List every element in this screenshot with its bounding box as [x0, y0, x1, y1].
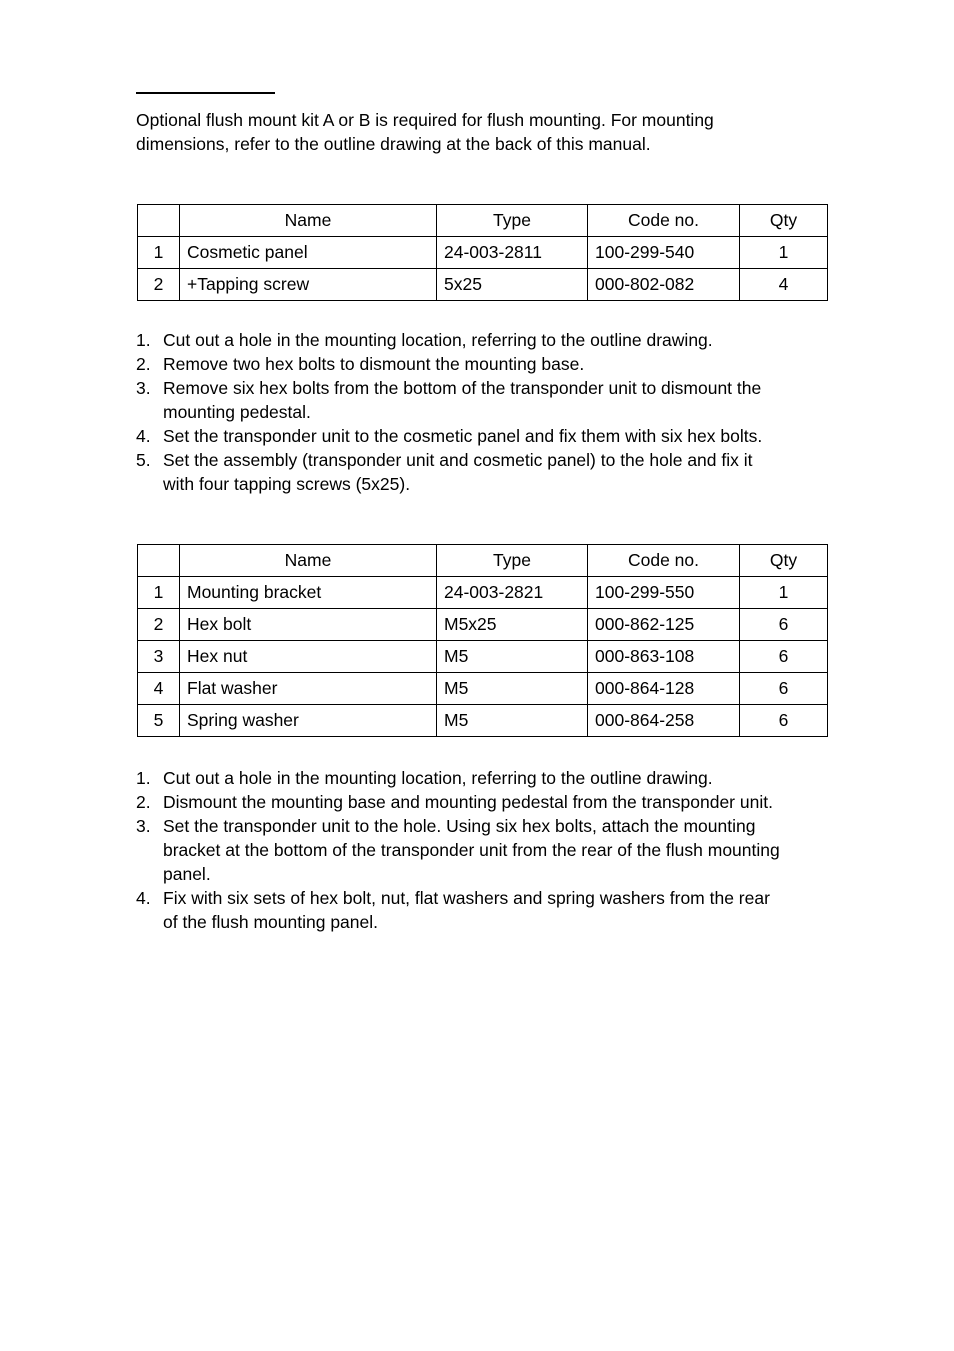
- list-item: [136, 814, 826, 886]
- intro-paragraph: [136, 108, 836, 156]
- step-text: Set the transponder unit to the hole. Using six hex bolts, attach the mounting: [163, 816, 756, 836]
- cell-qty: 6: [740, 609, 828, 641]
- table-header-row: [138, 545, 828, 577]
- table-header-row: [138, 205, 828, 237]
- cell-no: 3: [138, 641, 180, 673]
- cell-code: 000-802-082: [588, 269, 740, 301]
- header-qty: Qty: [740, 205, 828, 237]
- table-row: [138, 705, 828, 737]
- header-no: [138, 545, 180, 577]
- header-code: Code no.: [588, 205, 740, 237]
- cell-code: 100-299-540: [588, 237, 740, 269]
- list-item: [136, 424, 826, 448]
- cell-no: 4: [138, 673, 180, 705]
- step-text: Remove six hex bolts from the bottom of the transponder unit to dismount the: [163, 378, 762, 398]
- step-text: with four tapping screws (5x25).: [163, 474, 411, 494]
- table-row: [138, 269, 828, 301]
- step-text: mounting pedestal.: [163, 402, 311, 422]
- step-text: bracket at the bottom of the transponder unit from the rear of the flush mounting: [163, 840, 780, 860]
- header-type: Type: [437, 205, 588, 237]
- step-number: 4.: [136, 888, 151, 908]
- cell-name: Flat washer: [180, 673, 437, 705]
- header-no: [138, 205, 180, 237]
- cell-qty: 6: [740, 673, 828, 705]
- cell-name: Hex bolt: [180, 609, 437, 641]
- cell-type: M5: [437, 641, 588, 673]
- header-name: Name: [180, 545, 437, 577]
- cell-type: 5x25: [437, 269, 588, 301]
- parts-table-kit-b: [137, 544, 828, 737]
- list-item: [136, 376, 826, 424]
- table-row: [138, 237, 828, 269]
- cell-name: Cosmetic panel: [180, 237, 437, 269]
- step-text: of the flush mounting panel.: [163, 912, 379, 932]
- steps-list-kit-b: [136, 766, 826, 934]
- header-qty: Qty: [740, 545, 828, 577]
- cell-type: M5: [437, 705, 588, 737]
- cell-code: 100-299-550: [588, 577, 740, 609]
- step-number: 2.: [136, 354, 151, 374]
- cell-name: +Tapping screw: [180, 269, 437, 301]
- list-item: [136, 766, 826, 790]
- header-type: Type: [437, 545, 588, 577]
- step-text: Set the transponder unit to the cosmetic panel and fix them with six hex bolts.: [163, 426, 763, 446]
- cell-no: 5: [138, 705, 180, 737]
- step-number: 4.: [136, 426, 151, 446]
- list-item: [136, 352, 826, 376]
- cell-name: Mounting bracket: [180, 577, 437, 609]
- cell-name: Spring washer: [180, 705, 437, 737]
- cell-code: 000-862-125: [588, 609, 740, 641]
- step-text: Remove two hex bolts to dismount the mounting base.: [163, 354, 585, 374]
- table-row: [138, 577, 828, 609]
- step-number: 1.: [136, 768, 151, 788]
- cell-type: M5: [437, 673, 588, 705]
- step-number: 3.: [136, 378, 151, 398]
- steps-list-kit-a: [136, 328, 826, 496]
- cell-qty: 1: [740, 577, 828, 609]
- heading-underline: [136, 92, 275, 94]
- list-item: [136, 448, 826, 496]
- cell-type: 24-003-2811: [437, 237, 588, 269]
- step-text: Fix with six sets of hex bolt, nut, flat washers and spring washers from the rear: [163, 888, 770, 908]
- table-row: [138, 673, 828, 705]
- cell-qty: 6: [740, 641, 828, 673]
- step-text: Dismount the mounting base and mounting pedestal from the transponder unit.: [163, 792, 773, 812]
- cell-code: 000-864-258: [588, 705, 740, 737]
- list-item: [136, 328, 826, 352]
- cell-name: Hex nut: [180, 641, 437, 673]
- table-row: [138, 641, 828, 673]
- step-number: 5.: [136, 450, 151, 470]
- cell-qty: 4: [740, 269, 828, 301]
- step-number: 1.: [136, 330, 151, 350]
- cell-no: 2: [138, 609, 180, 641]
- step-number: 3.: [136, 816, 151, 836]
- header-name: Name: [180, 205, 437, 237]
- cell-no: 1: [138, 577, 180, 609]
- cell-no: 1: [138, 237, 180, 269]
- intro-line: dimensions, refer to the outline drawing at the back of this manual.: [136, 134, 651, 154]
- list-item: [136, 790, 826, 814]
- table-row: [138, 609, 828, 641]
- step-text: panel.: [163, 864, 211, 884]
- step-text: Set the assembly (transponder unit and cosmetic panel) to the hole and fix it: [163, 450, 753, 470]
- cell-no: 2: [138, 269, 180, 301]
- step-number: 2.: [136, 792, 151, 812]
- parts-table-kit-a: [137, 204, 828, 301]
- list-item: [136, 886, 826, 934]
- cell-qty: 1: [740, 237, 828, 269]
- cell-qty: 6: [740, 705, 828, 737]
- cell-type: M5x25: [437, 609, 588, 641]
- cell-code: 000-864-128: [588, 673, 740, 705]
- step-text: Cut out a hole in the mounting location, referring to the outline drawing.: [163, 768, 713, 788]
- cell-code: 000-863-108: [588, 641, 740, 673]
- intro-line: Optional flush mount kit A or B is required for flush mounting. For mounting: [136, 110, 714, 130]
- header-code: Code no.: [588, 545, 740, 577]
- cell-type: 24-003-2821: [437, 577, 588, 609]
- step-text: Cut out a hole in the mounting location, referring to the outline drawing.: [163, 330, 713, 350]
